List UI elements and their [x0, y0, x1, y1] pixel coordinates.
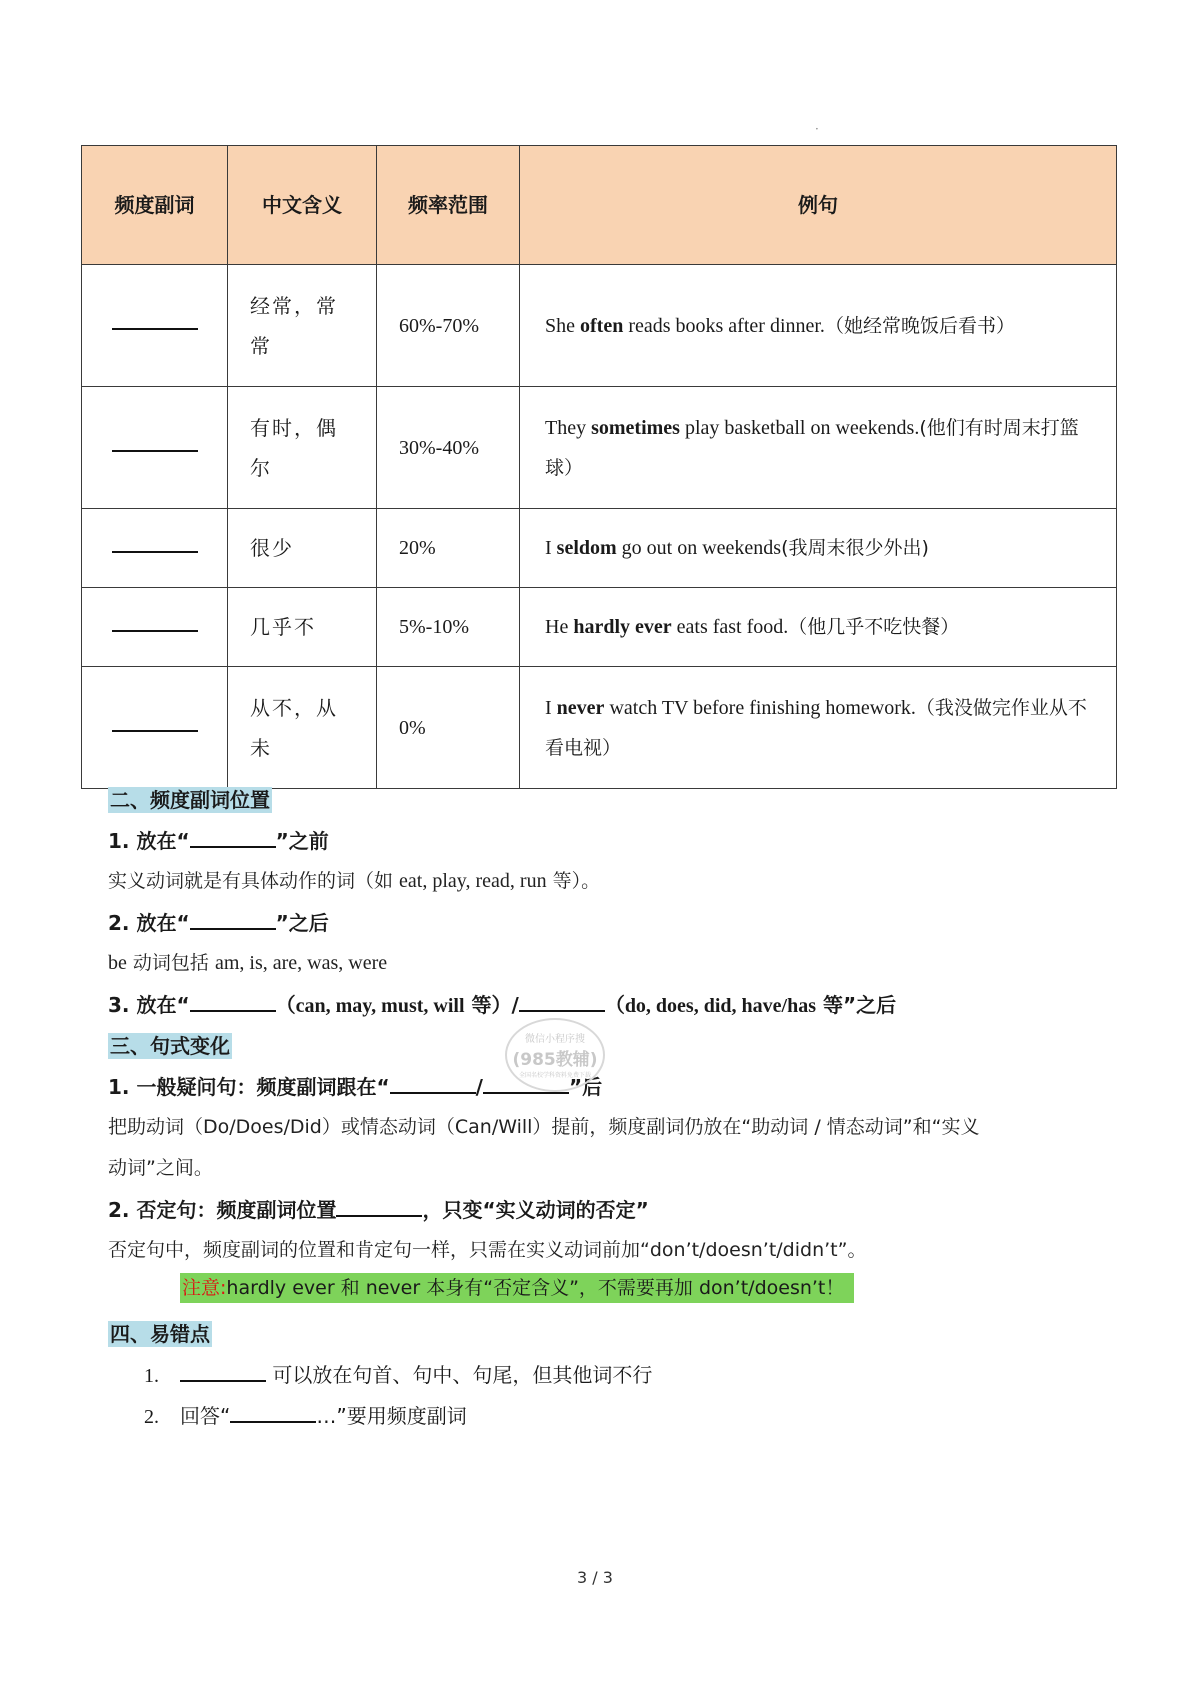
watermark-stamp: 微信小程序搜 (985教辅) 全国名校学科资料免费下载 [505, 1018, 605, 1092]
section2-item2: 2. 放在“ ”之后 [108, 911, 329, 935]
section3-item2: 2. 否定句：频度副词位置 ，只变“实义动词的否定” [108, 1198, 649, 1222]
meaning-cell: 几乎不 [228, 588, 377, 667]
answer-blank[interactable] [82, 509, 228, 588]
table-row [82, 667, 1117, 789]
section3-item2-desc: 否定句中，频度副词的位置和肯定句一样，只需在实义动词前加“don’t/doesn’t/didn’t”。 [108, 1239, 867, 1261]
section2-title: 二、频度副词位置 [110, 788, 270, 812]
answer-blank[interactable] [82, 387, 228, 509]
keyword: seldom [556, 537, 617, 559]
note-text: hardly ever 和 never 本身有“否定含义”，不需要再加 don’t/doesn’t！ [226, 1277, 845, 1299]
example-cell: I never watch TV before finishing homework.（我没做完作业从不看电视） [520, 667, 1117, 789]
section2-title-line [108, 784, 272, 813]
answer-blank[interactable] [190, 910, 276, 930]
answer-blank[interactable] [82, 588, 228, 667]
meaning-cell: 经常，常常 [228, 265, 377, 387]
table-row [82, 387, 1117, 509]
table-row [82, 588, 1117, 667]
section3-title: 三、句式变化 [110, 1034, 230, 1058]
section3-title-line [108, 1030, 232, 1059]
example-cell: She often reads books after dinner.（她经常晚饭后看书） [520, 265, 1117, 387]
section2-item1: 1. 放在“ ”之前 [108, 829, 329, 853]
list-item: 2. 回答“ …”要用频度副词 [144, 1404, 467, 1428]
table-row [82, 509, 1117, 588]
answer-blank[interactable] [82, 265, 228, 387]
answer-blank[interactable] [82, 667, 228, 789]
list-item: 1. 可以放在句首、句中、句尾，但其他词不行 [144, 1363, 653, 1387]
range-cell: 60%-70% [377, 265, 520, 387]
header-adverb: 频度副词 [82, 146, 228, 265]
frequency-adverb-table [81, 145, 1117, 789]
answer-blank[interactable] [519, 992, 605, 1012]
page-number: 3 / 3 [577, 1568, 613, 1587]
table-header-row [82, 146, 1117, 265]
section3-item1: 1. 一般疑问句：频度副词跟在“ / ”后 [108, 1075, 603, 1099]
example-cell: They sometimes play basketball on weekends.(他们有时周末打篮球） [520, 387, 1117, 509]
answer-blank[interactable] [190, 828, 276, 848]
example-cell: He hardly ever eats fast food.（他几乎不吃快餐） [520, 588, 1117, 667]
section3-item1-desc-1: 把助动词（Do/Does/Did）或情态动词（Can/Will）提前，频度副词仍放在“助动词 / 情态动词”和“实义 [108, 1116, 980, 1138]
keyword: sometimes [591, 416, 680, 439]
range-cell: 30%-40% [377, 387, 520, 509]
answer-blank[interactable] [180, 1362, 266, 1382]
section4-title: 四、易错点 [110, 1322, 210, 1346]
meaning-cell: 有时，偶尔 [228, 387, 377, 509]
header-example: 例句 [520, 146, 1117, 265]
header-dot: · [815, 122, 819, 136]
section3-item1-desc-2: 动词”之间。 [108, 1157, 213, 1179]
answer-blank[interactable] [190, 992, 276, 1012]
keyword: often [580, 314, 624, 337]
section2-item3: 3. 放在“ （can, may, must, will 等）/ （do, does, did, have/has 等”之后 [108, 993, 897, 1017]
answer-blank[interactable] [336, 1197, 422, 1217]
header-range: 频率范围 [377, 146, 520, 265]
range-cell: 5%-10% [377, 588, 520, 667]
range-cell: 20% [377, 509, 520, 588]
header-meaning: 中文含义 [228, 146, 377, 265]
answer-blank[interactable] [390, 1074, 476, 1094]
section2-item1-desc: 实义动词就是有具体动作的词（如 eat, play, read, run 等）。 [108, 870, 601, 892]
section4-title-line [108, 1318, 212, 1347]
keyword: hardly ever [573, 616, 672, 638]
note-highlight [180, 1273, 854, 1303]
section2-item2-desc: be 动词包括 am, is, are, was, were [108, 952, 388, 974]
example-cell: I seldom go out on weekends(我周末很少外出) [520, 509, 1117, 588]
keyword: never [556, 696, 605, 719]
meaning-cell: 从不，从未 [228, 667, 377, 789]
answer-blank[interactable] [230, 1403, 316, 1423]
note-warn: 注意: [182, 1277, 227, 1299]
table-row [82, 265, 1117, 387]
meaning-cell: 很少 [228, 509, 377, 588]
range-cell: 0% [377, 667, 520, 789]
